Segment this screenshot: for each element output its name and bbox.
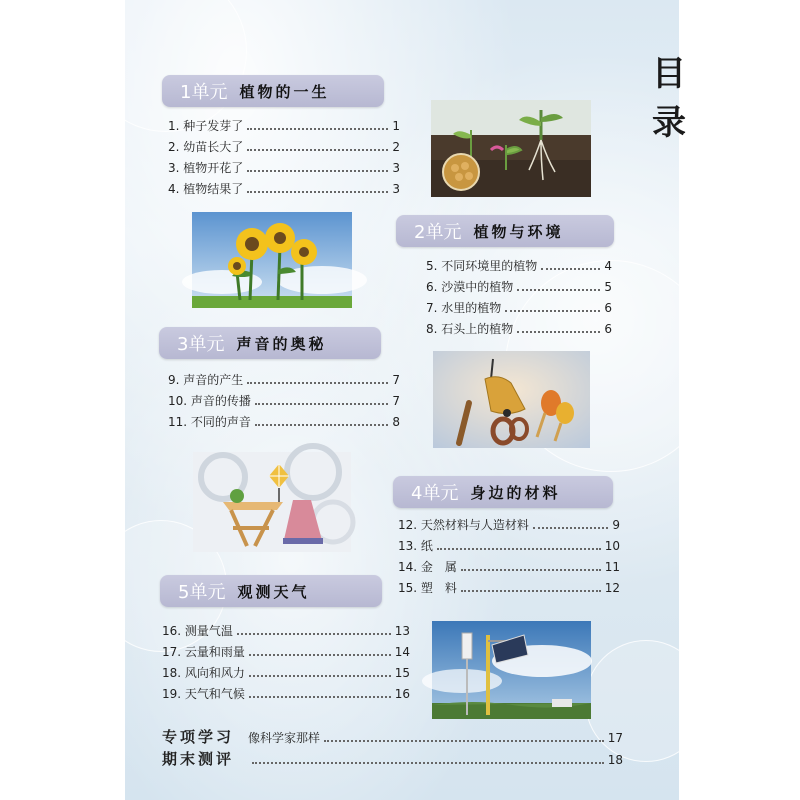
lesson-page: 8 [392,415,400,429]
lesson-page: 14 [394,645,410,659]
lesson-page: 16 [394,687,410,701]
bell-instruments-photo [433,351,590,448]
lesson-label: 5. 不同环境里的植物 [426,259,538,273]
dot-leader [255,423,388,426]
bell-icon [433,351,590,448]
final-assessment-row[interactable] [162,748,623,770]
dot-leader [252,761,604,764]
unit-number: 4单元 [411,483,459,504]
dot-leader [437,547,601,550]
lesson-label: 2. 幼苗长大了 [168,140,244,154]
dot-leader [533,526,608,529]
toc-row[interactable] [426,299,612,320]
weather-station-photo [432,621,591,719]
dot-leader [461,589,601,592]
toc-row[interactable] [426,278,612,299]
toc-row[interactable] [398,537,620,558]
seedling-roots-photo [431,100,591,197]
unit-1-header [162,75,384,107]
toc-row[interactable] [162,685,410,706]
lesson-page: 13 [394,624,410,638]
dot-leader [255,402,388,405]
final-assessment-page: 18 [607,753,623,767]
lesson-label: 9. 声音的产生 [168,373,244,387]
lesson-label: 11. 不同的声音 [168,415,251,429]
unit-name: 身边的材料 [470,483,561,502]
lesson-page: 3 [392,161,400,175]
dot-leader [247,381,388,384]
table-skirt-photo [193,452,351,552]
unit-number: 1单元 [180,82,228,103]
lesson-page: 15 [394,666,410,680]
page-title: 目 录 [652,54,698,143]
unit-3-header [159,327,381,359]
toc-row[interactable] [168,180,400,201]
final-assessment-heading: 期末测评 [162,750,235,768]
lesson-label: 3. 植物开花了 [168,161,244,175]
toc-row[interactable] [398,516,620,537]
toc-row[interactable] [168,117,400,138]
lesson-label: 1. 种子发芽了 [168,119,244,133]
unit-number: 2单元 [414,222,462,243]
seedling-icon [431,100,591,197]
lesson-page: 3 [392,182,400,196]
lesson-page: 10 [604,539,620,553]
lesson-label: 15. 塑 料 [398,581,457,595]
lesson-page: 9 [612,518,620,532]
lesson-label: 19. 天气和气候 [162,687,245,701]
unit-number: 3单元 [177,334,225,355]
special-study-page: 17 [607,731,623,745]
toc-row[interactable] [398,579,620,600]
dot-leader [237,632,391,635]
lesson-label: 10. 声音的传播 [168,394,251,408]
lesson-label: 13. 纸 [398,539,433,553]
toc-row[interactable] [398,558,620,579]
dot-leader [249,674,391,677]
dot-leader [247,127,388,130]
decor-bubble [85,0,247,132]
sunflowers-photo [192,212,352,308]
dot-leader [249,695,391,698]
lesson-page: 5 [604,280,612,294]
unit-name: 声音的奥秘 [236,334,327,353]
lesson-page: 11 [604,560,620,574]
unit-5-lessons [162,622,410,706]
unit-name: 植物的一生 [239,82,330,101]
dot-leader [247,148,388,151]
lesson-label: 16. 测量气温 [162,624,233,638]
special-study-row[interactable] [162,726,623,748]
lesson-page: 6 [604,301,612,315]
unit-4-header [393,476,613,508]
toc-row[interactable] [162,643,410,664]
dot-leader [541,267,600,270]
dot-leader [249,653,391,656]
toc-row[interactable] [162,664,410,685]
unit-2-lessons [426,257,612,341]
toc-row[interactable] [168,392,400,413]
toc-row[interactable] [168,413,400,434]
unit-name: 观测天气 [237,582,310,601]
lesson-label: 6. 沙漠中的植物 [426,280,514,294]
lesson-label: 4. 植物结果了 [168,182,244,196]
toc-row[interactable] [426,257,612,278]
lesson-label: 12. 天然材料与人造材料 [398,518,529,532]
special-study-heading: 专项学习 [162,728,235,746]
lesson-label: 8. 石头上的植物 [426,322,514,336]
unit-name: 植物与环境 [473,222,564,241]
lesson-page: 1 [392,119,400,133]
toc-row[interactable] [162,622,410,643]
toc-page [125,0,698,800]
unit-1-lessons [168,117,400,201]
dot-leader [505,309,600,312]
lesson-label: 18. 风向和风力 [162,666,245,680]
weather-station-icon [432,621,591,719]
sunflower-icon [192,212,352,308]
dot-leader [247,190,388,193]
unit-3-lessons [168,371,400,434]
toc-footer [162,726,623,770]
lesson-label: 14. 金 属 [398,560,457,574]
lesson-page: 7 [392,373,400,387]
dot-leader [517,330,600,333]
special-study-subtitle: 像科学家那样 [248,731,321,745]
lesson-page: 2 [392,140,400,154]
lesson-page: 12 [604,581,620,595]
lesson-page: 7 [392,394,400,408]
lesson-page: 6 [604,322,612,336]
dot-leader [517,288,600,291]
dot-leader [247,169,388,172]
unit-4-lessons [398,516,620,600]
toc-row[interactable] [168,138,400,159]
table-icon [193,452,351,552]
unit-5-header [160,575,382,607]
unit-2-header [396,215,614,247]
lesson-label: 7. 水里的植物 [426,301,502,315]
dot-leader [461,568,601,571]
lesson-label: 17. 云量和雨量 [162,645,245,659]
dot-leader [324,739,604,742]
toc-row[interactable] [168,159,400,180]
toc-row[interactable] [168,371,400,392]
unit-number: 5单元 [178,582,226,603]
toc-row[interactable] [426,320,612,341]
lesson-page: 4 [604,259,612,273]
